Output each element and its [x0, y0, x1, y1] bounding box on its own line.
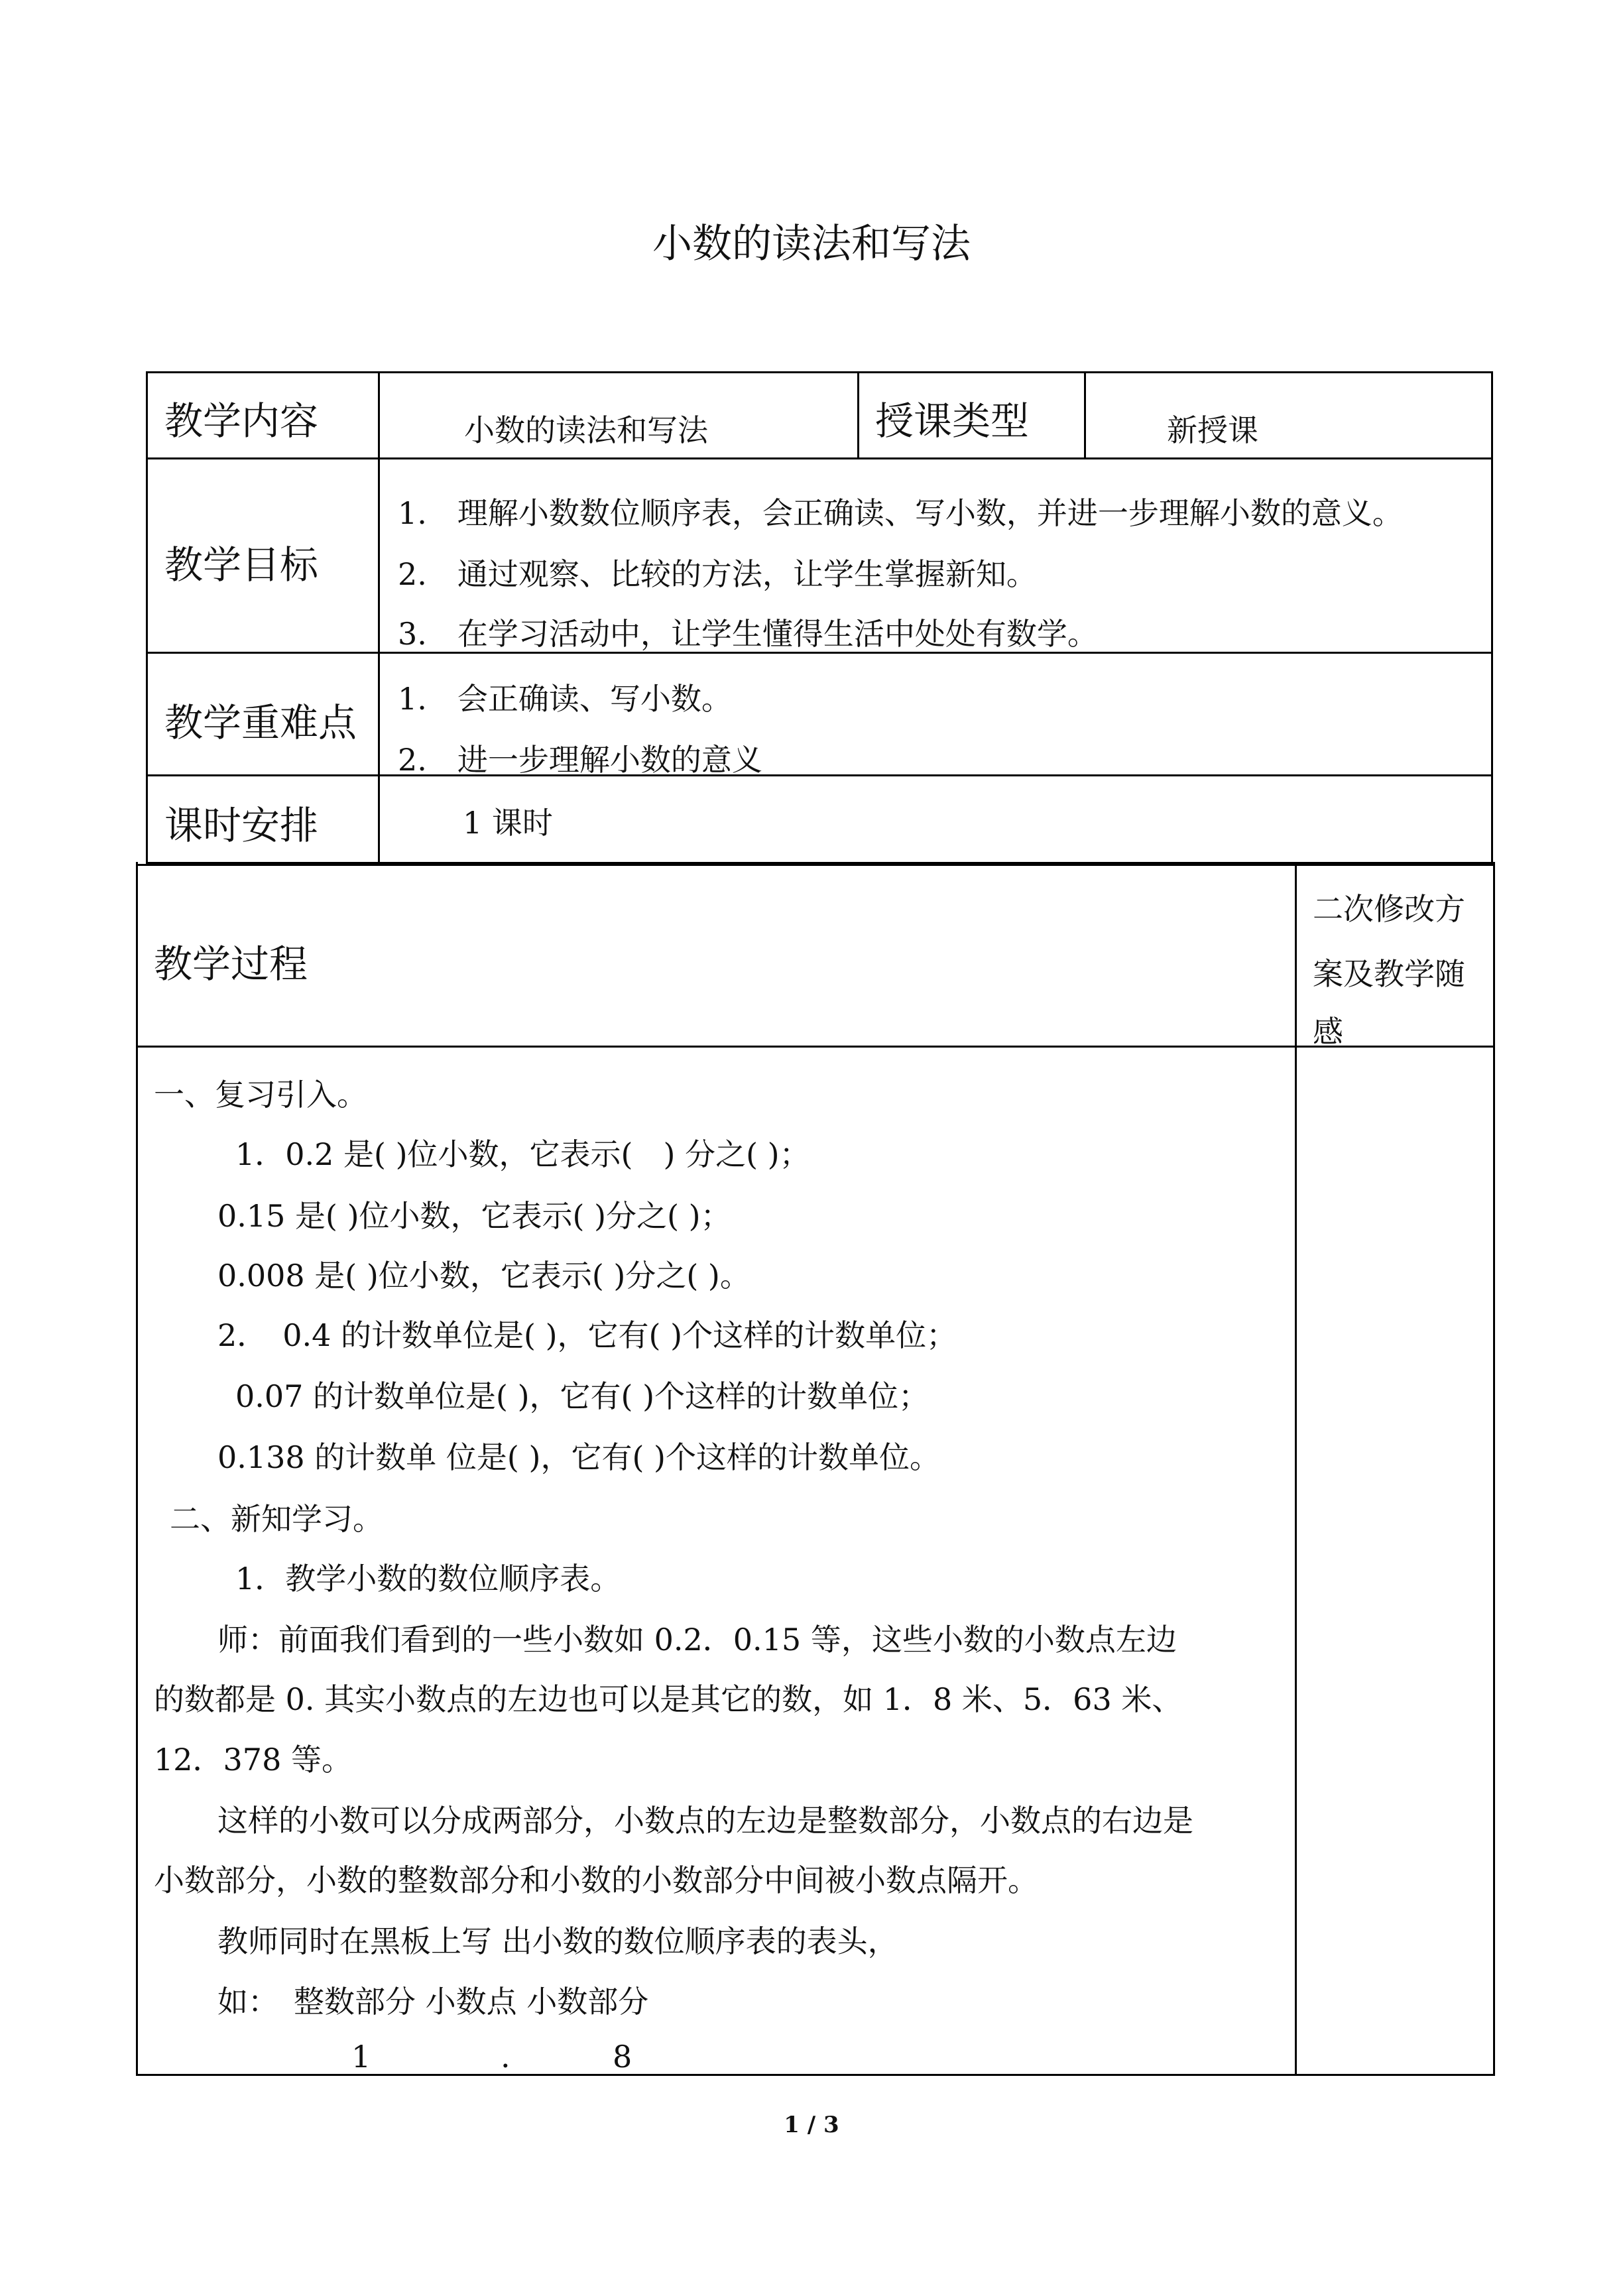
content-line: 小数部分，小数的整数部分和小数的小数部分中间被小数点隔开。: [154, 1862, 1038, 1898]
keypoint-item: 2. 进一步理解小数的意义: [398, 742, 762, 778]
content-value: 小数的读法和写法: [464, 412, 708, 448]
content-line: 师：前面我们看到的一些小数如 0.2．0.15 等，这些小数的小数点左边: [217, 1622, 1177, 1658]
objectives-label: 教学目标: [164, 542, 319, 587]
schedule-value: 1 课时: [463, 805, 553, 841]
revision-label: 感: [1313, 1014, 1343, 1050]
content-line: 1．教学小数的数位顺序表。: [235, 1561, 621, 1597]
content-label: 教学内容: [164, 398, 319, 444]
content-line: 0.15 是( )位小数，它表示( )分之( )；: [217, 1198, 731, 1234]
content-line: 教师同时在黑板上写 出小数的数位顺序表的表头，: [217, 1923, 898, 1959]
objective-item: 1. 理解小数数位顺序表，会正确读、写小数，并进一步理解小数的意义。: [398, 495, 1403, 531]
example-digit-decimal: 8: [613, 2039, 632, 2075]
section-heading: 一、复习引入。: [154, 1077, 367, 1113]
content-line: 的数都是 0. 其实小数点的左边也可以是其它的数，如 1．8 米、5．63 米、: [154, 1681, 1183, 1717]
content-line: 2． 0.4 的计数单位是( )，它有( )个这样的计数单位；: [217, 1317, 957, 1353]
type-value: 新授课: [1167, 412, 1258, 448]
content-line: 12．378 等。: [154, 1742, 352, 1778]
objective-item: 2. 通过观察、比较的方法，让学生掌握新知。: [398, 556, 1037, 592]
document-title: 小数的读法和写法: [652, 221, 971, 267]
content-line: 1．0.2 是( )位小数，它表示( ) 分之( )；: [235, 1136, 810, 1172]
page-number: 1 / 3: [784, 2112, 839, 2138]
type-label: 授课类型: [875, 398, 1030, 444]
content-line: 0.07 的计数单位是( )，它有( )个这样的计数单位；: [235, 1378, 930, 1414]
revision-label: 二次修改方: [1313, 891, 1465, 927]
example-decimal-point: .: [501, 2039, 511, 2075]
keypoint-item: 1. 会正确读、写小数。: [398, 681, 732, 717]
objective-item: 3. 在学习活动中，让学生懂得生活中处处有数学。: [398, 616, 1098, 652]
content-line: 0.138 的计数单 位是( )，它有( )个这样的计数单位。: [217, 1439, 940, 1475]
process-label: 教学过程: [154, 941, 308, 987]
content-line: 0.008 是( )位小数，它表示( )分之( )。: [217, 1258, 751, 1294]
example-digit-integer: 1: [351, 2039, 371, 2075]
schedule-label: 课时安排: [164, 803, 319, 848]
content-line: 如： 整数部分 小数点 小数部分: [217, 1984, 649, 2020]
content-line: 这样的小数可以分成两部分，小数点的左边是整数部分，小数点的右边是: [217, 1803, 1193, 1839]
keypoints-label: 教学重难点: [164, 700, 357, 745]
revision-label: 案及教学随: [1313, 956, 1465, 992]
section-heading: 二、新知学习。: [170, 1501, 383, 1537]
